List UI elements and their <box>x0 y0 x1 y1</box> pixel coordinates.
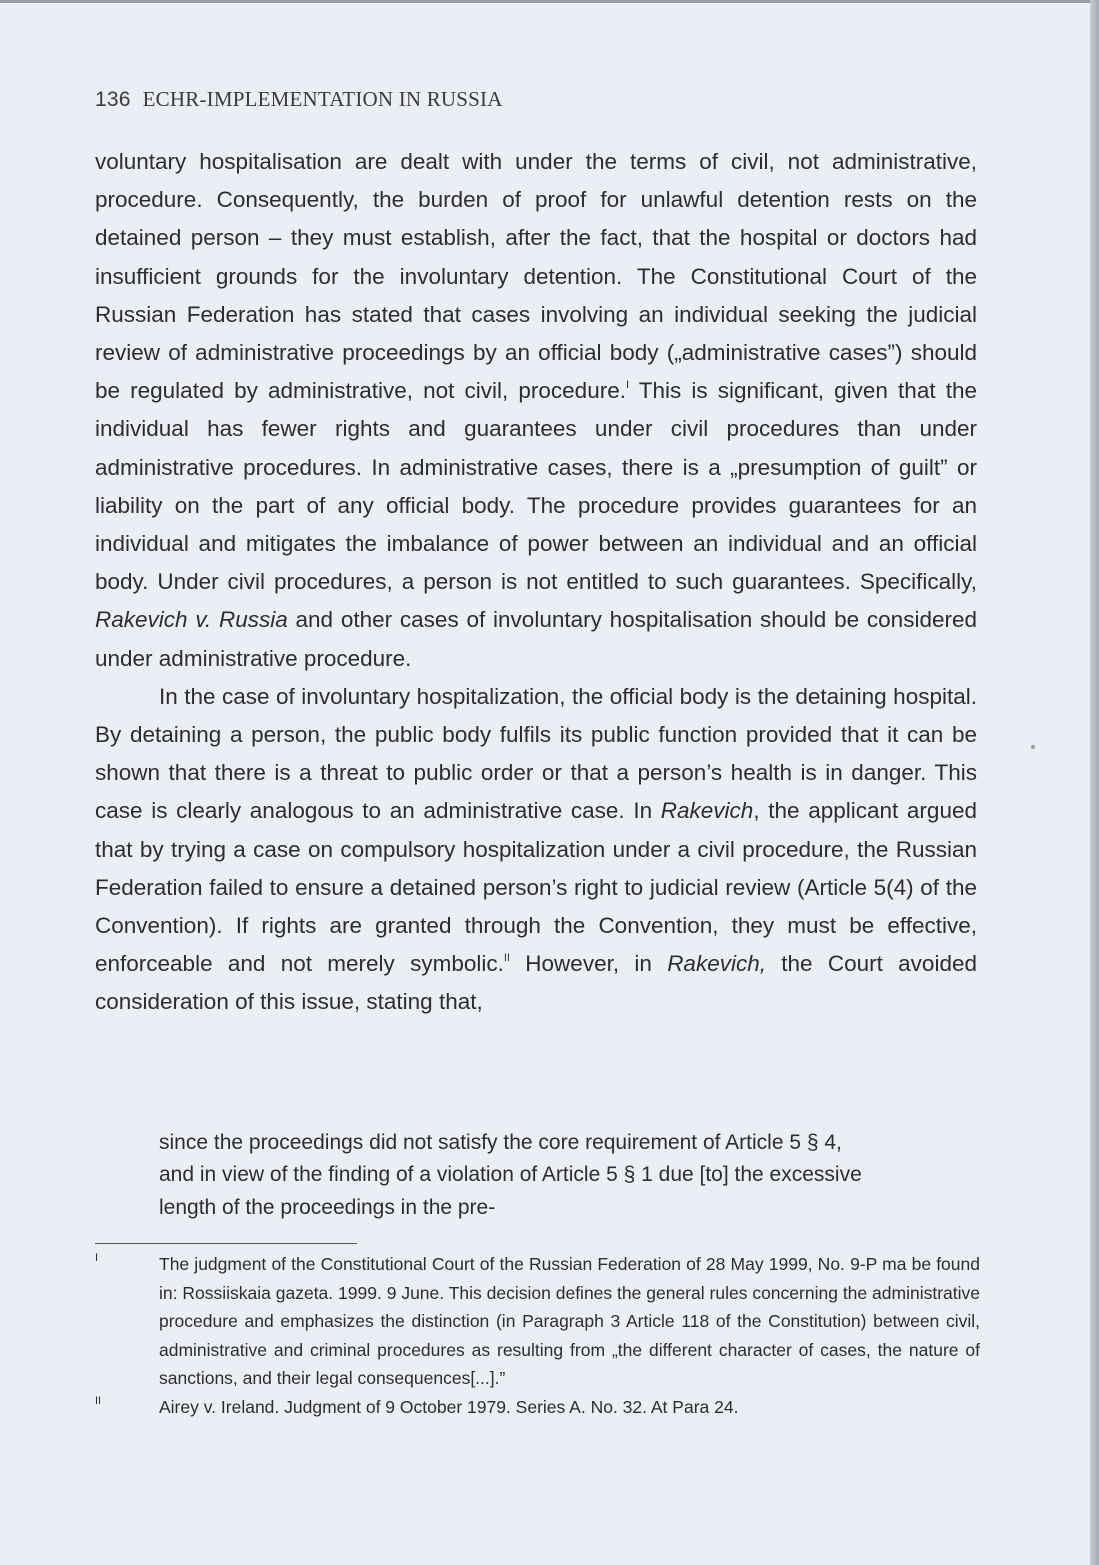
case-name: Rakevich, <box>667 951 766 977</box>
paragraph-text: However, in <box>510 951 668 977</box>
footnote <box>95 1250 980 1393</box>
paragraph-text: and other cases of involuntary hospitalisation should be considered under administrative procedure. <box>95 607 977 671</box>
paragraph-text: In the case of involuntary hospitalization, the official body is the detaining hospital. By detaining a person, the public body fulfils its public function provided that it can be shown that there is a threat to public order or that a person’s health is in danger. This case is clearly analogous to an administrative case. In <box>95 683 977 824</box>
footnote-mark: I <box>95 1252 99 1264</box>
running-title: ECHR-IMPLEMENTATION IN RUSSIA <box>142 87 503 111</box>
running-header <box>95 87 503 112</box>
footnote <box>95 1393 980 1422</box>
page-number: 136 <box>95 88 131 111</box>
page-edge <box>1090 0 1099 1565</box>
footnote-ref[interactable]: I <box>625 379 630 392</box>
case-name: Rakevich v. Russia <box>95 607 288 633</box>
footnote-mark: II <box>95 1394 102 1407</box>
body-text <box>95 143 977 1022</box>
paragraph-text: the Court avoided consideration of this issue, stating that, <box>95 951 977 1015</box>
scan-speck <box>1031 745 1035 749</box>
paragraph-text: , the applicant argued that by trying a case on compulsory hospitalization under a civil procedure, the Russian Federation failed to ensure a detained person’s right to judicial review (Article 5(4) of the Convention). If rights are granted through the Convention, they must be effective, enforceable and not merely symbolic. <box>95 798 977 977</box>
footnote-divider <box>95 1243 357 1244</box>
paragraph <box>95 143 977 678</box>
paragraph-text: This is significant, given that the individual has fewer rights and guarantees under civil procedures than under administrative procedures. In administrative cases, there is a „presumption of guilt” or liability on the part of any official body. The procedure provides guarantees for an individual and mitigates the imbalance of power between an individual and an official body. Under civil procedures, a person is not entitled to such guarantees. Specifically, <box>95 378 977 595</box>
case-name: Rakevich <box>660 798 754 824</box>
footnote-ref[interactable]: II <box>503 952 510 965</box>
footnote-text: Airey v. Ireland. Judgment of 9 October 1979. Series A. No. 32. At Para 24. <box>159 1396 739 1417</box>
block-quote: since the proceedings did not satisfy the core requirement of Article 5 § 4, and in view of the finding of a violation of Article 5 § 1 due [to] the excessive length of the proceedings in the pre- <box>159 1131 862 1219</box>
footnote-text: The judgment of the Constitutional Court of the Russian Federation of 28 May 1999, No. 9-P ma be found in: Rossiiskaia gazeta. 1999. 9 June. This decision defines the general rules concerning the administrative procedure and emphasizes the distinction (in Paragraph 3 Article 118 of the Constitution) between civil, administrative and criminal procedures as resulting from „the different character of cases, the nature of sanctions, and their legal consequences[...].” <box>159 1254 980 1388</box>
paragraph <box>95 678 977 1022</box>
footnotes <box>95 1250 980 1421</box>
paragraph-text: voluntary hospitalisation are dealt with under the terms of civil, not administrative, procedure. Consequently, the burden of proof for unlawful detention rests on the detained person – they must establish, after the fact, that the hospital or doctors had insufficient grounds for the involuntary detention. The Constitutional Court of the Russian Federation has stated that cases involving an individual seeking the judicial review of administrative proceedings by an official body („administrative cases”) should be regulated by administrative, not civil, procedure. <box>95 149 977 404</box>
